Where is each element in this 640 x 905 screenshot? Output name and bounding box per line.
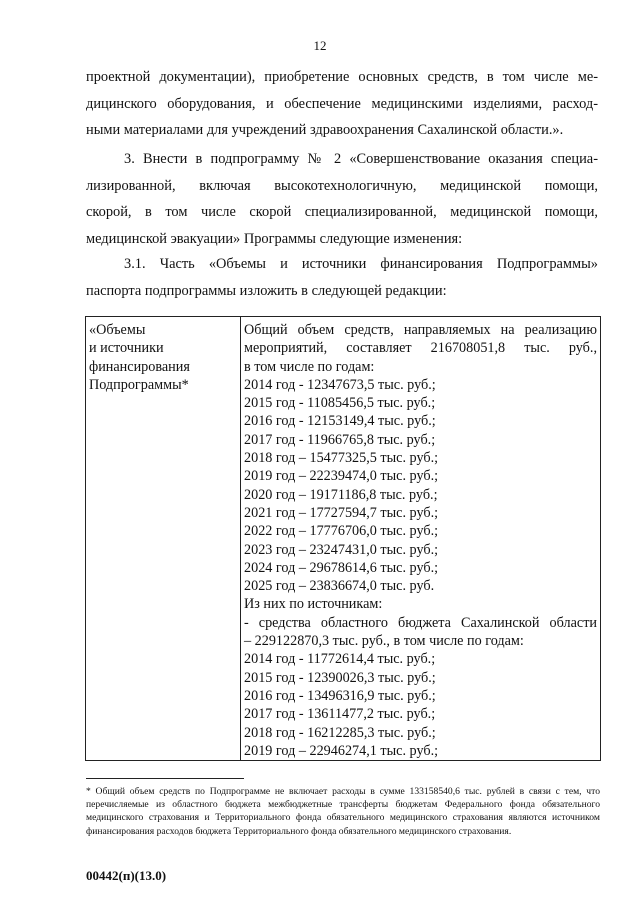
regional-year-line: 2016 год - 13496316,9 тыс. руб.; — [244, 687, 436, 704]
item-3-1-paragraph — [86, 251, 598, 304]
total-years-list — [244, 376, 597, 596]
sources-heading: Из них по источникам: — [244, 596, 383, 613]
label-line: «Объемы — [89, 322, 146, 338]
table-cell-content — [241, 317, 601, 761]
total-line: Общий объем средств, направляемых на реализацию — [244, 322, 597, 338]
total-year-line: 2020 год – 19171186,8 тыс. руб.; — [244, 486, 438, 503]
page-number: 12 — [313, 38, 327, 53]
item-3-line: 3. Внести в подпрограмму № 2 «Совершенствование оказания специа- — [124, 151, 598, 167]
label-line: Подпрограммы* — [89, 376, 189, 393]
total-year-line: 2018 год – 15477325,5 тыс. руб.; — [244, 450, 439, 467]
total-year-line: 2016 год - 12153149,4 тыс. руб.; — [244, 413, 436, 430]
intro-line: ными материалами для учреждений здравоохранения Сахалинской области.». — [86, 122, 564, 138]
total-year-line: 2019 год – 22239474,0 тыс. руб.; — [244, 468, 439, 485]
intro-paragraph — [86, 64, 598, 144]
footnote: * Общий объем средств по Подпрограмме не включает расходы в сумме 133158540,6 тыс. рублей в связи с тем, что перечисляемые из областного бюджета межбюджетные трансферты бюджетам Федерального фонда обязательного медицинского страхования и Территориального фонда обязательного медицинского страхования являются источником финансирования расходов бюджета Территориального фонда обязательного медицинского страхования. — [86, 786, 600, 837]
item-3-paragraph — [86, 146, 598, 252]
regional-line: – 229122870,3 тыс. руб., в том числе по годам: — [244, 633, 524, 650]
regional-year-line: 2019 год – 22946274,1 тыс. руб.; — [244, 742, 439, 759]
item-3-line: лизированной, включая высокотехнологичную, медицинской помощи, — [86, 177, 598, 194]
total-line: мероприятий, составляет 216708051,8 тыс. руб., — [244, 340, 597, 357]
total-year-line: 2014 год - 12347673,5 тыс. руб.; — [244, 376, 436, 393]
regional-year-line: 2018 год - 16212285,3 тыс. руб.; — [244, 724, 436, 741]
footnote-rule — [86, 778, 244, 779]
regional-year-line: 2015 год - 12390026,3 тыс. руб.; — [244, 669, 436, 686]
regional-year-line: 2017 год - 13611477,2 тыс. руб.; — [244, 706, 436, 723]
item-3-1-line: 3.1. Часть «Объемы и источники финансирования Подпрограммы» — [124, 256, 598, 272]
regional-years-list — [244, 650, 597, 760]
item-3-line: медицинской эвакуации» Программы следующие изменения: — [86, 230, 463, 247]
table-cell-label — [86, 317, 241, 761]
table-row — [86, 317, 601, 761]
total-year-line: 2023 год – 23247431,0 тыс. руб.; — [244, 541, 439, 558]
total-year-line: 2025 год – 23836674,0 тыс. руб. — [244, 578, 435, 595]
item-3-1-line: паспорта подпрограммы изложить в следующей редакции: — [86, 282, 447, 299]
total-year-line: 2022 год – 17776706,0 тыс. руб.; — [244, 523, 439, 540]
item-3-line: скорой, в том числе скорой специализированной, медицинской помощи, — [86, 204, 598, 220]
total-year-line: 2021 год – 17727594,7 тыс. руб.; — [244, 504, 439, 521]
document-code: 00442(п)(13.0) — [86, 868, 167, 883]
regional-line: - средства областного бюджета Сахалинской области — [244, 614, 597, 631]
regional-year-line: 2014 год - 11772614,4 тыс. руб.; — [244, 651, 436, 668]
total-line: в том числе по годам: — [244, 358, 375, 375]
intro-line: дицинского оборудования, и обеспечение медицинскими изделиями, расход- — [86, 95, 598, 112]
label-line: и источники — [89, 340, 164, 357]
total-year-line: 2017 год - 11966765,8 тыс. руб.; — [244, 431, 436, 448]
intro-line: проектной документации), приобретение основных средств, в том числе ме- — [86, 69, 598, 85]
label-line: финансирования — [89, 358, 190, 375]
total-year-line: 2024 год – 29678614,6 тыс. руб.; — [244, 559, 439, 576]
total-year-line: 2015 год - 11085456,5 тыс. руб.; — [244, 395, 436, 412]
financing-table — [85, 316, 601, 761]
